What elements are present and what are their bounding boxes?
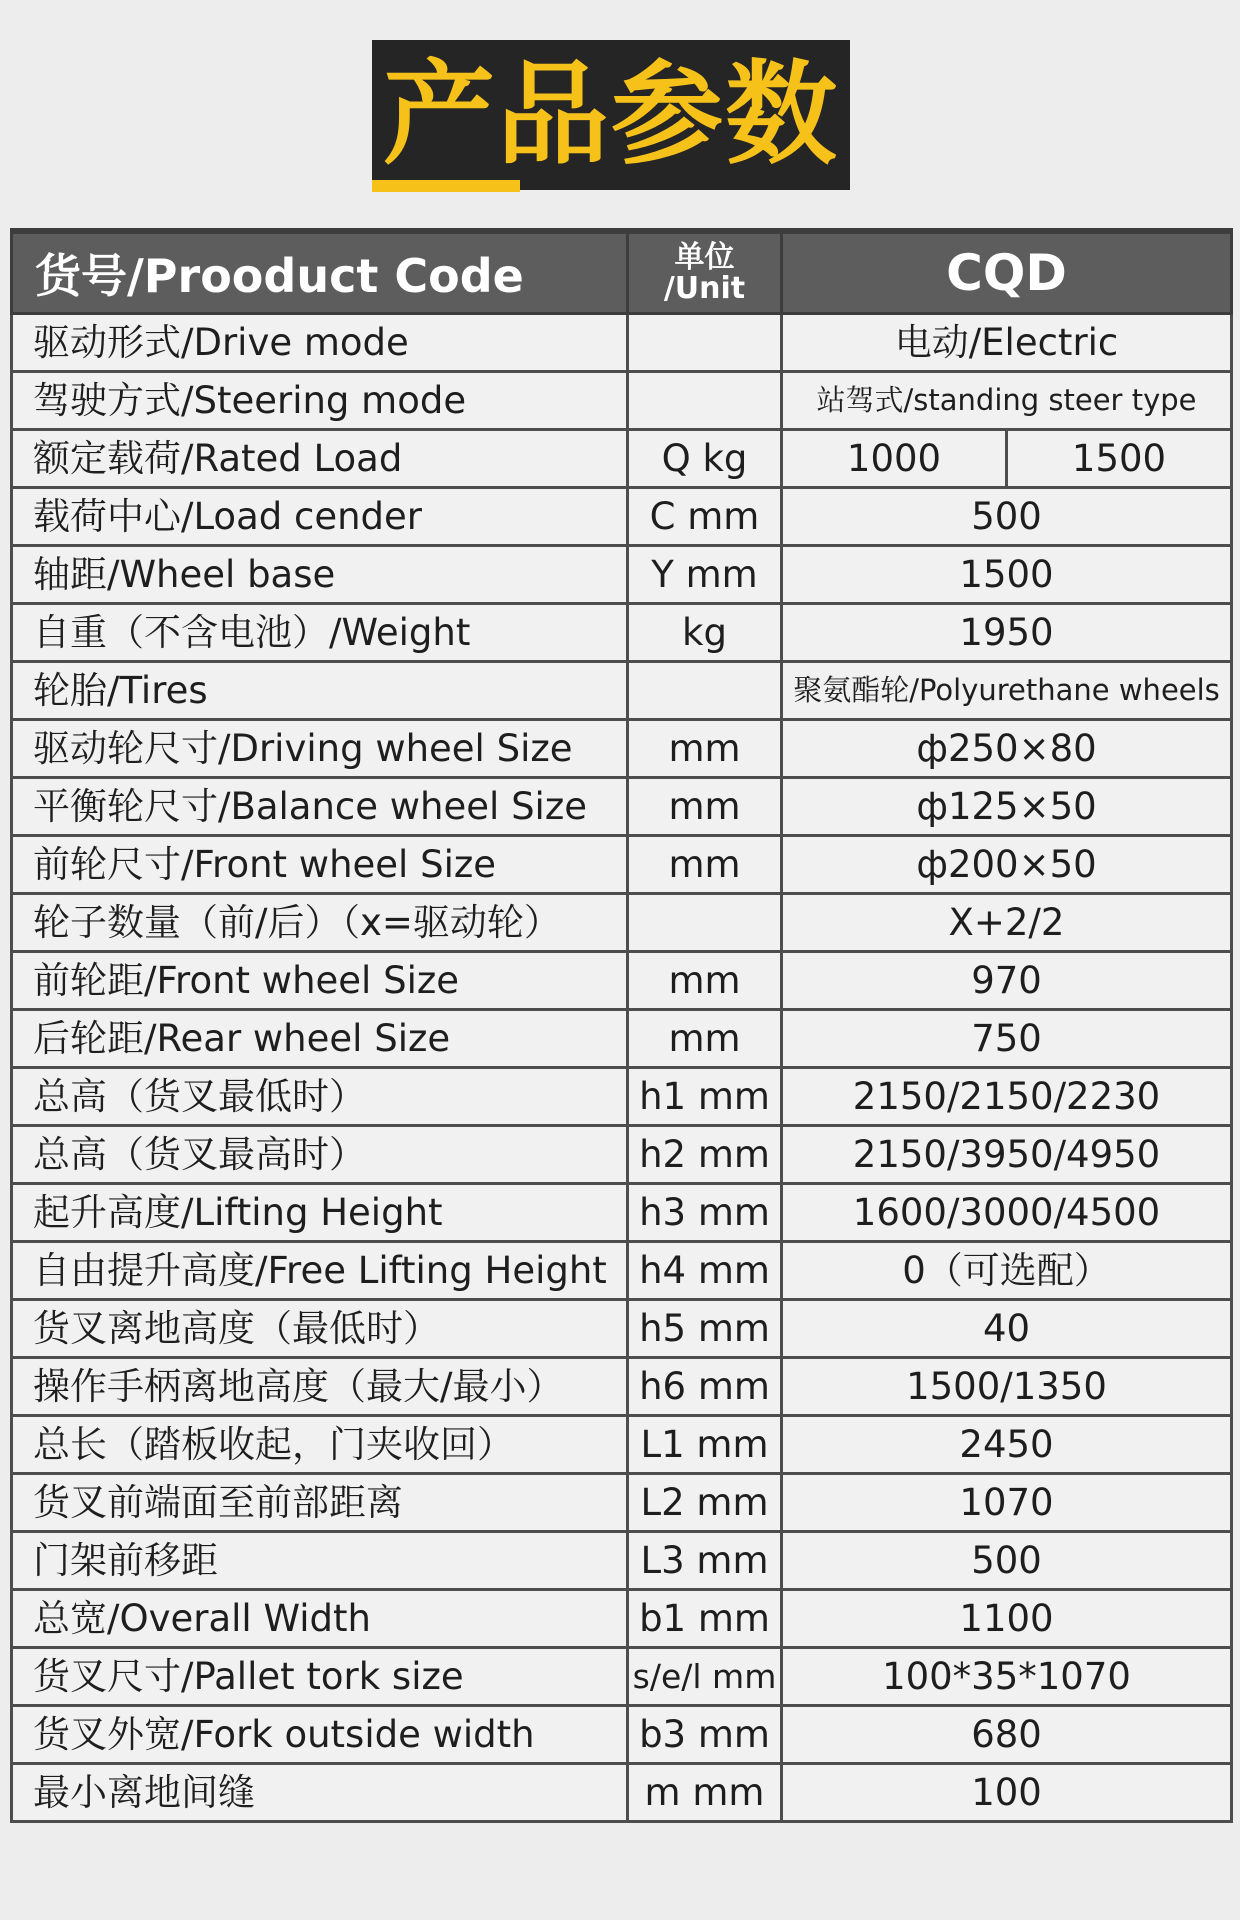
- param-cell: 门架前移距: [12, 1532, 628, 1590]
- header-unit-line2: /Unit: [663, 271, 746, 306]
- param-cell: 总宽/Overall Width: [12, 1590, 628, 1648]
- value-cell: 750: [782, 1010, 1232, 1068]
- value-cell: 500: [782, 488, 1232, 546]
- value-cell: 100*35*1070: [782, 1648, 1232, 1706]
- value-cell-a: 1000: [783, 431, 1008, 486]
- header-unit: [628, 231, 782, 314]
- table-row: [12, 720, 1232, 778]
- value-cell: 1500: [782, 546, 1232, 604]
- value-cell: 40: [782, 1300, 1232, 1358]
- table-row: [12, 488, 1232, 546]
- table-row: [12, 546, 1232, 604]
- header-unit-line1: 单位: [674, 239, 735, 275]
- value-cell: 2450: [782, 1416, 1232, 1474]
- header-model: CQD: [782, 231, 1232, 314]
- unit-cell: mm: [628, 952, 782, 1010]
- table-row: [12, 604, 1232, 662]
- value-cell: 1600/3000/4500: [782, 1184, 1232, 1242]
- value-cell: 1070: [782, 1474, 1232, 1532]
- unit-cell: m mm: [628, 1764, 782, 1822]
- unit-cell: mm: [628, 778, 782, 836]
- table-row: [12, 836, 1232, 894]
- value-cell-b: 1500: [1071, 437, 1167, 480]
- unit-cell: mm: [628, 836, 782, 894]
- table-row: [12, 1068, 1232, 1126]
- param-cell: 轮胎/Tires: [12, 662, 628, 720]
- table-row: [12, 1590, 1232, 1648]
- param-cell: 自重（不含电池）/Weight: [12, 604, 628, 662]
- value-cell: 1950: [782, 604, 1232, 662]
- param-cell: 驱动形式/Drive mode: [12, 314, 628, 372]
- unit-cell: h1 mm: [628, 1068, 782, 1126]
- unit-cell: h2 mm: [628, 1126, 782, 1184]
- param-cell: 驱动轮尺寸/Driving wheel Size: [12, 720, 628, 778]
- unit-cell: [628, 372, 782, 430]
- unit-cell: [628, 894, 782, 952]
- spec-table: [10, 228, 1233, 1823]
- title-banner: [372, 40, 850, 190]
- value-cell: ф250×80: [782, 720, 1232, 778]
- param-cell: 轮子数量（前/后）（x=驱动轮）: [12, 894, 628, 952]
- unit-cell: mm: [628, 1010, 782, 1068]
- unit-cell: L2 mm: [628, 1474, 782, 1532]
- value-cell: ф125×50: [782, 778, 1232, 836]
- table-row: [12, 662, 1232, 720]
- unit-cell: h5 mm: [628, 1300, 782, 1358]
- value-cell: 680: [782, 1706, 1232, 1764]
- table-row: [12, 1184, 1232, 1242]
- table-row: [12, 372, 1232, 430]
- table-row: [12, 1416, 1232, 1474]
- unit-cell: L1 mm: [628, 1416, 782, 1474]
- table-row: [12, 894, 1232, 952]
- value-cell-split: [782, 430, 1232, 488]
- value-cell: 2150/2150/2230: [782, 1068, 1232, 1126]
- table-row: [12, 1300, 1232, 1358]
- split-values: [783, 431, 1230, 486]
- param-cell: 最小离地间缝: [12, 1764, 628, 1822]
- param-cell: 轴距/Wheel base: [12, 546, 628, 604]
- table-row: [12, 778, 1232, 836]
- table-row: [12, 1242, 1232, 1300]
- table-row: [12, 1532, 1232, 1590]
- unit-cell: h4 mm: [628, 1242, 782, 1300]
- value-cell: 0（可选配）: [782, 1242, 1232, 1300]
- value-cell: 970: [782, 952, 1232, 1010]
- unit-cell: C mm: [628, 488, 782, 546]
- unit-cell: kg: [628, 604, 782, 662]
- param-cell: 平衡轮尺寸/Balance wheel Size: [12, 778, 628, 836]
- param-cell: 货叉前端面至前部距离: [12, 1474, 628, 1532]
- param-cell: 驾驶方式/Steering mode: [12, 372, 628, 430]
- param-cell: 总高（货叉最低时）: [12, 1068, 628, 1126]
- unit-cell: s/e/l mm: [628, 1648, 782, 1706]
- title-underline: [372, 180, 520, 192]
- table-row: [12, 952, 1232, 1010]
- value-cell: 2150/3950/4950: [782, 1126, 1232, 1184]
- table-row: [12, 430, 1232, 488]
- param-cell: 货叉离地高度（最低时）: [12, 1300, 628, 1358]
- param-cell: 前轮尺寸/Front wheel Size: [12, 836, 628, 894]
- table-row: [12, 1010, 1232, 1068]
- param-cell: 后轮距/Rear wheel Size: [12, 1010, 628, 1068]
- unit-cell: Y mm: [628, 546, 782, 604]
- param-cell: 额定载荷/Rated Load: [12, 430, 628, 488]
- value-cell: 100: [782, 1764, 1232, 1822]
- unit-cell: Q kg: [628, 430, 782, 488]
- table-row: [12, 1764, 1232, 1822]
- param-cell: 总高（货叉最高时）: [12, 1126, 628, 1184]
- table-header-row: [12, 231, 1232, 314]
- page-title: 产品参数: [383, 50, 839, 180]
- header-product-code: 货号/Prooduct Code: [12, 231, 628, 314]
- table-row: [12, 1706, 1232, 1764]
- value-cell: 1500/1350: [782, 1358, 1232, 1416]
- table-row: [12, 1648, 1232, 1706]
- value-cell: 聚氨酯轮/Polyurethane wheels: [782, 662, 1232, 720]
- param-cell: 起升高度/Lifting Height: [12, 1184, 628, 1242]
- table-row: [12, 1474, 1232, 1532]
- table-row: [12, 1126, 1232, 1184]
- unit-cell: b1 mm: [628, 1590, 782, 1648]
- unit-cell: h3 mm: [628, 1184, 782, 1242]
- param-cell: 总长（踏板收起，门夹收回）: [12, 1416, 628, 1474]
- table-row: [12, 314, 1232, 372]
- param-cell: 操作手柄离地高度（最大/最小）: [12, 1358, 628, 1416]
- value-cell: 1100: [782, 1590, 1232, 1648]
- unit-cell: b3 mm: [628, 1706, 782, 1764]
- value-cell: 电动/Electric: [782, 314, 1232, 372]
- param-cell: 货叉尺寸/Pallet tork size: [12, 1648, 628, 1706]
- value-cell: ф200×50: [782, 836, 1232, 894]
- unit-cell: h6 mm: [628, 1358, 782, 1416]
- param-cell: 货叉外宽/Fork outside width: [12, 1706, 628, 1764]
- param-cell: 载荷中心/Load cender: [12, 488, 628, 546]
- param-cell: 自由提升高度/Free Lifting Height: [12, 1242, 628, 1300]
- value-cell: 500: [782, 1532, 1232, 1590]
- unit-cell: L3 mm: [628, 1532, 782, 1590]
- value-cell: X+2/2: [782, 894, 1232, 952]
- value-cell: 站驾式/standing steer type: [782, 372, 1232, 430]
- table-row: [12, 1358, 1232, 1416]
- unit-cell: mm: [628, 720, 782, 778]
- param-cell: 前轮距/Front wheel Size: [12, 952, 628, 1010]
- unit-cell: [628, 662, 782, 720]
- unit-cell: [628, 314, 782, 372]
